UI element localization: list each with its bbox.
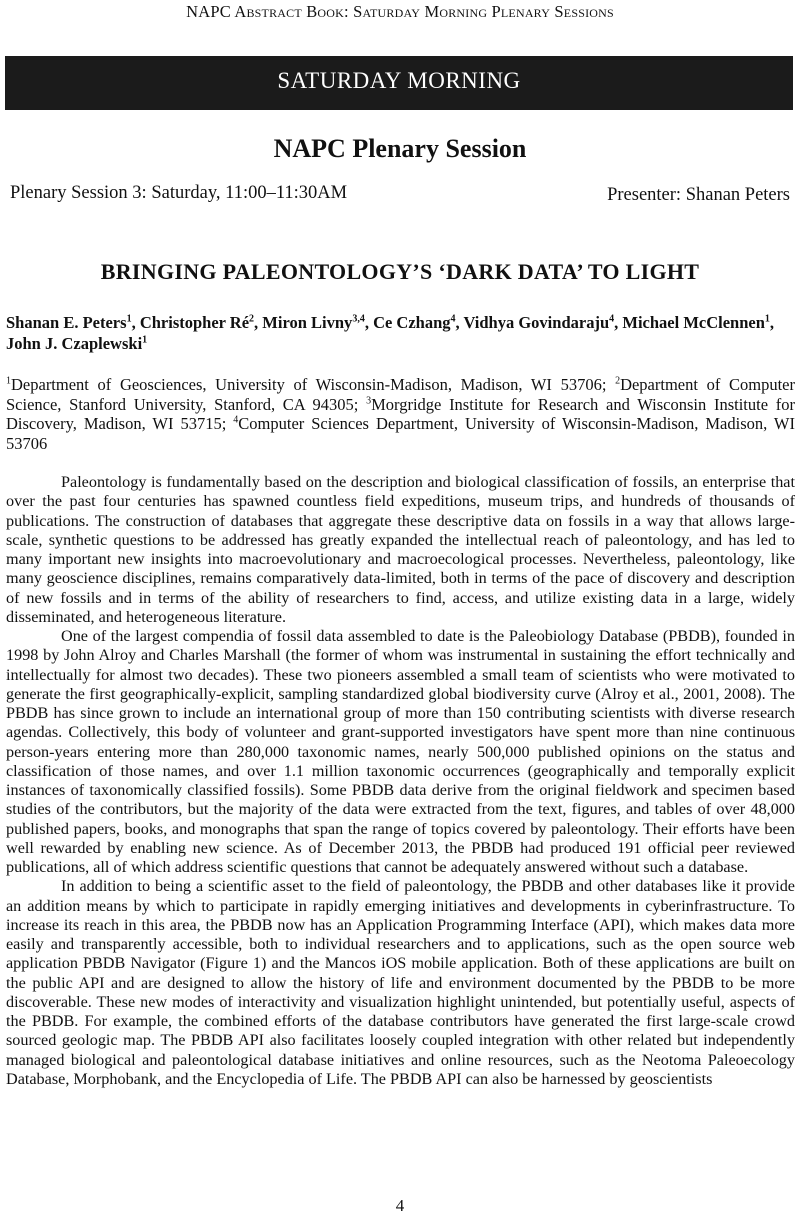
author: Christopher $Ré^2$ — [139, 313, 255, 332]
session-title: NAPC Plenary Session — [273, 134, 527, 163]
banner-title: SATURDAY MORNING — [277, 68, 521, 93]
affiliation: $^3$Morgridge Institute for Research and Wisconsin Institute for Discovery, Madison, WI 53715; — [6, 394, 795, 433]
abstract-body — [6, 473, 795, 1089]
abstract-title: BRINGING PALEONTOLOGY’S ‘DARK DATA’ TO LIGHT — [100, 259, 700, 284]
section-banner — [5, 56, 793, 110]
author: Michael McClennen$^1$ — [622, 313, 770, 332]
presenter: Presenter: Shanan Peters — [607, 185, 790, 205]
affiliations — [6, 375, 795, 453]
paragraph-2: One of the largest compendia of fossil data assembled to date is the Paleobiology Database (PBDB), founded in 1998 by John Alroy and Charles Marshall (the former of whom was instrumental in sustaining the effort technically and intellectually for almost two decades). These two pioneers assembled a small team of scientists who were motivated to generate the first geographically-explicit, sampling standardized global biodiversity curve (Alroy et al., 2001, 2008). The PBDB has since grown to include an international group of more than 150 contributing scientists with diverse research agendas. Collectively, this body of volunteer and grant-supported investigators have spent more than nine continuous person-years entering more than 280,000 taxonomic names, nearly 500,000 published opinions on the status and classification of those names, and over 1.1 million taxonomic occurrences (geographically and temporally explicit instances of taxonomically classified fossils). Some PBDB data derive from the original fieldwork and specimen based studies of the contributors, but the majority of the data were extracted from the text, figures, and tables of over 48,000 published papers, books, and monographs that span the range of topics covered by paleontology. Their efforts have been well rewarded by enabling new science. As of December 2013, the PBDB had produced 191 official peer reviewed publications, all of which address scientific questions that cannot be adequately answered without such a database. — [6, 627, 795, 876]
paragraph-1: Paleontology is fundamentally based on the description and biological classification of fossils, an enterprise that over the past four centuries has spawned countless field expeditions, museum trips, and hundreds of thousands of publications. The construction of databases that aggregate these descriptive data on fossils in a way that allows large-scale, synthetic questions to be addressed has greatly expanded the intellectual reach of paleontology, and has led to many important new insights into macroevolutionary and macroecological processes. Nevertheless, paleontology, like many geoscience disciplines, remains comparatively data-limited, both in terms of the pace of discovery and description of new fossils and in terms of the ability of researchers to find, access, and utilize existing data in a large, widely disseminated, and heterogeneous literature. — [6, 473, 795, 626]
author: Shanan E. Peters$^1$ — [6, 313, 132, 332]
running-head: NAPC Abstract Book: Saturday Morning Plenary Sessions — [186, 2, 614, 21]
author: Ce Czhang$^4$ — [373, 313, 456, 332]
author: Vidhya Govindaraju$^4$ — [463, 313, 615, 332]
affiliation: $^4$Computer Sciences Department, University of Wisconsin-Madison, Madison, WI 53706 — [6, 414, 795, 453]
session-time: Plenary Session 3: Saturday, 11:00–11:30AM — [10, 183, 348, 203]
affiliation: $^1$Department of Geosciences, University of Wisconsin-Madison, Madison, WI 53706; — [6, 375, 607, 394]
page-number: 4 — [395, 1196, 405, 1215]
author-list: Shanan E. Peters$^1$, Christopher $Ré^2$, Miron Livny$^{3,4}$, Ce Czhang$^4$, Vidhya Govindaraju$^4$, Michael McClennen$^1$, John J. Czaplewski$^1$ — [6, 313, 775, 353]
author: Miron Livny$^{3,4}$ — [262, 313, 365, 332]
affiliation: $^2$Department of Computer Science, Stanford University, Stanford, CA 94305; — [6, 375, 795, 414]
paragraph-3: In addition to being a scientific asset to the field of paleontology, the PBDB and other databases like it provide an addition means by which to participate in rapidly emerging initiatives and developments in cyberinfrastructure. To increase its reach in this area, the PBDB now has an Application Programming Interface (API), which makes data more easily and transparently accessible, both to individual researchers and to applications, such as the open source web application PBDB Navigator (Figure 1) and the Mancos iOS mobile application. Both of these applications are built on the public API and are designed to allow the history of life and environment documented by the PBDB to be more discoverable. These new modes of interactivity and visualization highlight unintended, but potentially useful, aspects of the PBDB. For example, the combined efforts of the database contributors have generated the first large-scale crowd sourced geologic map. The PBDB API also facilitates loosely coupled integration with other related but independently managed biological and paleontological database initiatives and online resources, such as the Neotoma Paleoecology Database, Morphobank, and the Encyclopedia of Life. The PBDB API can also be harnessed by geoscientists — [6, 877, 795, 1088]
author: John J. Czaplewski$^1$ — [6, 334, 148, 353]
